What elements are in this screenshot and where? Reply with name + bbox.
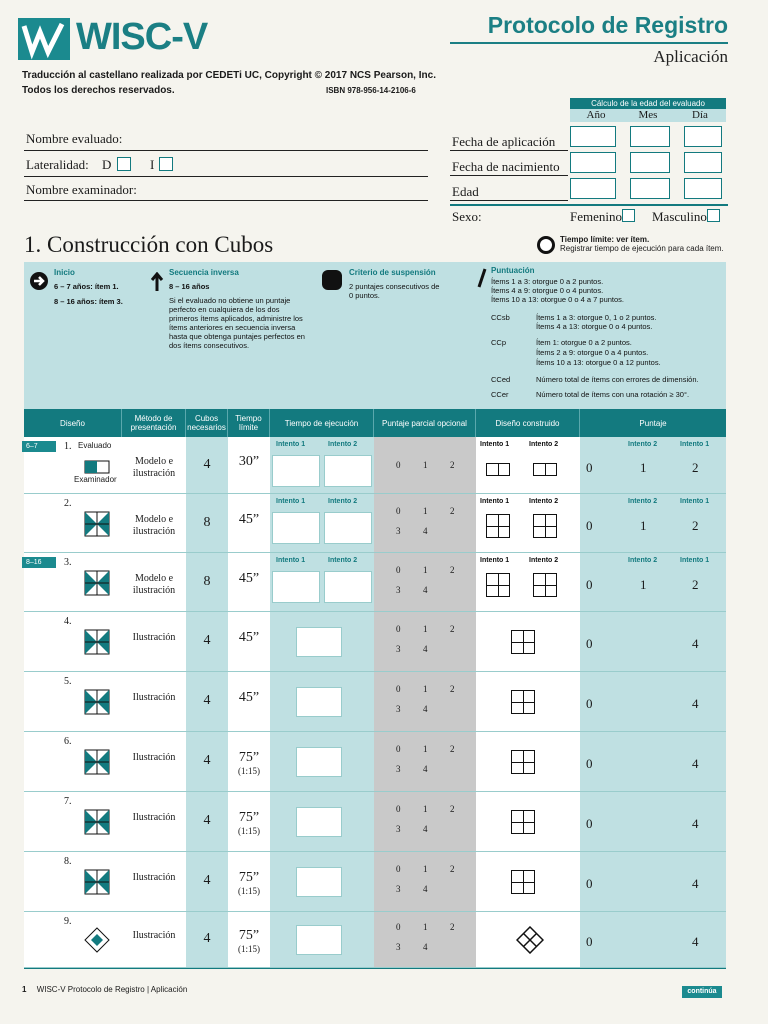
secuencia-heading: Secuencia inversa — [169, 268, 239, 277]
age-col-day: Día — [674, 109, 726, 122]
item-number: 9. — [64, 916, 72, 927]
ccer-text: Número total de ítems con una rotación ≥ 30°. — [536, 390, 690, 399]
table-row — [24, 612, 726, 672]
cubos-value: 8 — [203, 574, 211, 589]
ejec-box[interactable] — [296, 747, 342, 777]
edad-label: Edad — [452, 184, 479, 199]
secuencia-text: Si el evaluado no obtiene un puntaje perfecto en cualquiera de los dos primeros ítems aplicados, administre los ítems anteriores en secuencia inversa hasta que obtenga puntajes perfectos en dos ítems consecutivos. — [169, 296, 305, 350]
metodo-text: Modelo e ilustración — [132, 573, 176, 596]
puntaje-option-max[interactable]: 4 — [692, 876, 699, 891]
aplicacion-day-box[interactable] — [684, 126, 722, 147]
cubos-value: 4 — [203, 633, 211, 648]
parcial-cell — [374, 553, 476, 611]
diseno-grid[interactable] — [511, 870, 535, 894]
tiempo-value: 45” — [238, 690, 260, 705]
edad-day-box[interactable] — [684, 178, 722, 199]
femenino-checkbox[interactable] — [622, 209, 635, 222]
puntaje-option-max[interactable]: 4 — [692, 816, 699, 831]
parcial-option[interactable]: 0 — [396, 804, 401, 814]
table-row — [24, 732, 726, 792]
parcial-option[interactable]: 2 — [450, 565, 455, 575]
cubos-value: 8 — [203, 515, 211, 530]
puntaje-option-0[interactable]: 0 — [586, 756, 593, 771]
puntuacion-heading: Puntuación — [491, 266, 535, 275]
design-pattern-icon — [84, 927, 110, 953]
nombre-evaluado-line[interactable] — [24, 150, 428, 151]
parcial-option[interactable]: 1 — [423, 624, 428, 634]
ejec-intento1-box[interactable] — [272, 512, 320, 544]
th-diseno-construido: Diseño construido — [476, 409, 580, 437]
inicio-line-1: 6 – 7 años: ítem 1. — [54, 282, 119, 291]
edad-year-box[interactable] — [570, 178, 616, 199]
design-pattern-icon — [84, 809, 110, 835]
stop-hand-icon — [322, 270, 342, 290]
secuencia-age: 8 – 16 años — [169, 282, 210, 291]
page-title: Protocolo de Registro — [487, 12, 728, 38]
nombre-examinador-label: Nombre examinador: — [26, 182, 137, 197]
masculino-checkbox[interactable] — [707, 209, 720, 222]
tiempo-value: 45” — [238, 571, 260, 586]
th-metodo: Método de presentación — [122, 409, 186, 437]
parcial-option[interactable]: 2 — [450, 684, 455, 694]
rights-text: Todos los derechos reservados. — [22, 85, 175, 96]
diseno-intento1-grid[interactable] — [486, 573, 510, 597]
ejec-box[interactable] — [296, 807, 342, 837]
parcial-option[interactable]: 4 — [423, 884, 428, 894]
item-number: 5. — [64, 676, 72, 687]
table-row — [24, 792, 726, 852]
parcial-option[interactable]: 4 — [423, 704, 428, 714]
puntaje-intento1-label: Intento 1 — [680, 441, 710, 448]
parcial-option[interactable]: 0 — [396, 460, 401, 470]
puntaje-option-1[interactable]: 1 — [640, 577, 647, 592]
time-limit-text: Tiempo límite: ver ítem. — [560, 235, 650, 244]
puntaje-option-0[interactable]: 0 — [586, 816, 593, 831]
table-row — [24, 852, 726, 912]
parcial-cell — [374, 792, 476, 851]
sexo-label: Sexo: — [452, 209, 482, 224]
parcial-cell — [374, 912, 476, 967]
ccsb-line-1: Ítems 1 a 3: otorgue 0, 1 o 2 puntos. — [536, 313, 657, 322]
wisc-logo — [18, 16, 258, 62]
logo-text: WISC-V — [76, 16, 208, 58]
puntaje-option-0[interactable]: 0 — [586, 460, 593, 475]
design-pattern-icon — [84, 629, 110, 655]
diseno-grid[interactable] — [511, 690, 535, 714]
puntaje-option-0[interactable]: 0 — [586, 577, 593, 592]
criterio-heading: Criterio de suspensión — [349, 268, 436, 277]
puntaje-intento2-label: Intento 2 — [628, 557, 658, 564]
diseno-intento1-grid[interactable] — [486, 514, 510, 538]
parcial-option[interactable]: 4 — [423, 644, 428, 654]
cubos-value: 4 — [203, 457, 211, 472]
start-age-tag: 6–7 — [22, 441, 56, 452]
parcial-option[interactable]: 2 — [450, 804, 455, 814]
tiempo-minutes: (1:15) — [238, 766, 260, 776]
parcial-option[interactable]: 2 — [450, 624, 455, 634]
nacimiento-month-box[interactable] — [630, 152, 670, 173]
tiempo-value: 75” — [238, 870, 260, 885]
diseno-intento2-grid[interactable] — [533, 573, 557, 597]
parcial-cell — [374, 852, 476, 911]
footer — [22, 985, 187, 994]
puntuacion-line-2: Ítems 4 a 9: otorgue 0 o 4 puntos. — [491, 286, 604, 295]
nacimiento-day-box[interactable] — [684, 152, 722, 173]
age-divider — [450, 204, 728, 206]
ejec-intento2-label: Intento 2 — [328, 557, 358, 564]
lat-d-checkbox[interactable] — [117, 157, 131, 171]
diseno-intento1-grid[interactable] — [486, 463, 510, 476]
parcial-option[interactable]: 4 — [423, 942, 428, 952]
cubos-value: 4 — [203, 753, 211, 768]
reverse-arrow-icon — [149, 272, 165, 292]
design-pattern-icon — [84, 749, 110, 775]
table-header — [24, 409, 726, 437]
isbn-text: ISBN 978-956-14-2106-6 — [326, 86, 416, 95]
parcial-option[interactable]: 4 — [423, 585, 428, 595]
diseno-intento1-label: Intento 1 — [480, 557, 510, 564]
table-row — [24, 553, 726, 612]
lateralidad-label: Lateralidad: — [26, 157, 89, 172]
puntaje-option-0[interactable]: 0 — [586, 696, 593, 711]
diseno-intento1-label: Intento 1 — [480, 498, 510, 505]
metodo-text: Modelo e ilustración — [132, 514, 176, 537]
tiempo-minutes: (1:15) — [238, 886, 260, 896]
femenino-label: Femenino — [570, 209, 622, 224]
diseno-grid[interactable] — [511, 630, 535, 654]
parcial-option[interactable]: 4 — [423, 824, 428, 834]
inicio-heading: Inicio — [54, 268, 75, 277]
puntuacion-line-1: Ítems 1 a 3: otorgue 0 a 2 puntos. — [491, 277, 604, 286]
diseno-intento2-label: Intento 2 — [529, 557, 559, 564]
ejec-intento2-label: Intento 2 — [328, 498, 358, 505]
puntaje-option-max[interactable]: 2 — [692, 577, 699, 592]
aplicacion-month-box[interactable] — [630, 126, 670, 147]
parcial-option[interactable]: 1 — [423, 460, 428, 470]
th-tiempo: Tiempo límite — [228, 409, 270, 437]
puntaje-option-0[interactable]: 0 — [586, 636, 593, 651]
parcial-cell — [374, 612, 476, 671]
parcial-cell — [374, 494, 476, 552]
puntaje-option-max[interactable]: 4 — [692, 934, 699, 949]
tiempo-value: 75” — [238, 810, 260, 825]
puntaje-cell — [580, 612, 726, 671]
tiempo-minutes: (1:15) — [238, 944, 260, 954]
parcial-option[interactable]: 1 — [423, 565, 428, 575]
stopwatch-icon — [537, 236, 555, 254]
parcial-cell — [374, 672, 476, 731]
parcial-option[interactable]: 0 — [396, 744, 401, 754]
metodo-text: Ilustración — [132, 632, 176, 643]
parcial-option[interactable]: 0 — [396, 624, 401, 634]
th-cubos: Cubos necesarios — [186, 409, 228, 437]
time-note-text: Registrar tiempo de ejecución para cada ítem. — [560, 244, 724, 253]
fecha-nacimiento-line — [450, 175, 568, 176]
start-age-tag: 8–16 — [22, 557, 56, 568]
item-number: 4. — [64, 616, 72, 627]
parcial-option[interactable]: 3 — [396, 526, 401, 536]
puntaje-option-max[interactable]: 2 — [692, 518, 699, 533]
ccsb-line-2: Ítems 4 a 13: otorgue 0 o 4 puntos. — [536, 322, 653, 331]
cubos-value: 4 — [203, 873, 211, 888]
ejec-intento1-box[interactable] — [272, 455, 320, 487]
bottom-divider — [24, 968, 726, 969]
ejec-box[interactable] — [296, 687, 342, 717]
parcial-option[interactable]: 0 — [396, 565, 401, 575]
design-pattern-icon — [84, 689, 110, 715]
puntaje-cell — [580, 912, 726, 967]
design-pattern-icon — [84, 511, 110, 537]
tiempo-value: 75” — [238, 750, 260, 765]
design-pattern-icon — [84, 453, 110, 479]
diseno-intento2-label: Intento 2 — [529, 498, 559, 505]
cubos-value: 4 — [203, 931, 211, 946]
ejec-box[interactable] — [296, 925, 342, 955]
ejec-intento1-label: Intento 1 — [276, 441, 306, 448]
puntaje-cell — [580, 672, 726, 731]
nombre-examinador-line[interactable] — [24, 200, 428, 201]
parcial-option[interactable]: 2 — [450, 744, 455, 754]
parcial-option[interactable]: 3 — [396, 704, 401, 714]
instructions-panel — [24, 262, 726, 410]
tiempo-minutes: (1:15) — [238, 826, 260, 836]
puntaje-cell — [580, 792, 726, 851]
diseno-grid[interactable] — [511, 810, 535, 834]
lat-d-label: D — [102, 157, 112, 172]
ejec-intento2-box[interactable] — [324, 455, 372, 487]
ejec-intento1-box[interactable] — [272, 571, 320, 603]
th-parcial: Puntaje parcial opcional — [374, 409, 476, 437]
ejec-box[interactable] — [296, 627, 342, 657]
parcial-option[interactable]: 2 — [450, 460, 455, 470]
item-number: 3. — [64, 557, 72, 568]
evaluado-label: Evaluado — [78, 441, 112, 450]
puntuacion-line-3: Ítems 10 a 13: otorgue 0 o 4 a 7 puntos. — [491, 295, 625, 304]
parcial-option[interactable]: 4 — [423, 526, 428, 536]
metodo-text: Modelo e ilustración — [132, 456, 176, 479]
pencil-icon — [476, 268, 488, 290]
footer-text: WISC-V Protocolo de Registro | Aplicación — [36, 985, 188, 994]
metodo-text: Ilustración — [132, 692, 176, 703]
ccer-label: CCer — [491, 390, 509, 399]
design-pattern-icon — [84, 570, 110, 596]
tiempo-value: 30” — [238, 454, 260, 469]
metodo-text: Ilustración — [132, 872, 176, 883]
item-number: 2. — [64, 498, 72, 509]
parcial-option[interactable]: 3 — [396, 764, 401, 774]
tiempo-value: 45” — [238, 630, 260, 645]
parcial-option[interactable]: 2 — [450, 922, 455, 932]
ejec-intento1-label: Intento 1 — [276, 557, 306, 564]
parcial-option[interactable]: 0 — [396, 922, 401, 932]
puntaje-intento2-label: Intento 2 — [628, 441, 658, 448]
logo-mark-icon — [18, 18, 70, 60]
nombre-evaluado-label: Nombre evaluado: — [26, 131, 123, 146]
parcial-option[interactable]: 1 — [423, 506, 428, 516]
time-limit-info — [560, 235, 724, 253]
item-number: 1. — [64, 441, 72, 452]
ccsb-label: CCsb — [491, 313, 510, 322]
puntaje-intento1-label: Intento 1 — [680, 557, 710, 564]
metodo-text: Ilustración — [132, 812, 176, 823]
metodo-text: Ilustración — [132, 752, 176, 763]
start-arrow-icon — [30, 272, 48, 290]
item-number: 8. — [64, 856, 72, 867]
age-calc-header: Cálculo de la edad del evaluado — [570, 98, 726, 109]
parcial-option[interactable]: 3 — [396, 585, 401, 595]
masculino-label: Masculino — [652, 209, 707, 224]
ejec-intento1-label: Intento 1 — [276, 498, 306, 505]
lateralidad-line — [24, 176, 428, 177]
tiempo-value: 45” — [238, 512, 260, 527]
diseno-intento2-grid[interactable] — [533, 463, 557, 476]
ejec-box[interactable] — [296, 867, 342, 897]
section-title: 1. Construcción con Cubos — [24, 232, 274, 257]
puntaje-option-0[interactable]: 0 — [586, 518, 593, 533]
parcial-option[interactable]: 0 — [396, 684, 401, 694]
table-row — [24, 912, 726, 968]
cubos-value: 4 — [203, 693, 211, 708]
lat-i-checkbox[interactable] — [159, 157, 173, 171]
continua-button[interactable]: continúa — [682, 986, 722, 998]
title-divider — [450, 42, 728, 44]
cubos-value: 4 — [203, 813, 211, 828]
parcial-option[interactable]: 2 — [450, 864, 455, 874]
parcial-option[interactable]: 1 — [423, 804, 428, 814]
ccp-label: CCp — [491, 338, 507, 347]
diseno-grid[interactable] — [511, 750, 535, 774]
item-number: 6. — [64, 736, 72, 747]
item-number: 7. — [64, 796, 72, 807]
table-row — [24, 672, 726, 732]
examinador-label: Examinador — [74, 475, 117, 484]
edad-month-box[interactable] — [630, 178, 670, 199]
footer-page-number: 1 — [22, 985, 27, 994]
parcial-option[interactable]: 3 — [396, 824, 401, 834]
ccp-line-2: Ítems 2 a 9: otorgue 0 a 4 puntos. — [536, 348, 649, 357]
puntaje-option-max[interactable]: 4 — [692, 636, 699, 651]
parcial-option[interactable]: 3 — [396, 644, 401, 654]
ejec-intento2-box[interactable] — [324, 512, 372, 544]
metodo-text: Ilustración — [132, 930, 176, 941]
diseno-intento1-label: Intento 1 — [480, 441, 510, 448]
ejec-intento2-box[interactable] — [324, 571, 372, 603]
table-row — [24, 437, 726, 494]
puntaje-intento1-label: Intento 1 — [680, 498, 710, 505]
parcial-option[interactable]: 4 — [423, 764, 428, 774]
puntaje-intento2-label: Intento 2 — [628, 498, 658, 505]
puntaje-option-0[interactable]: 0 — [586, 876, 593, 891]
parcial-option[interactable]: 0 — [396, 506, 401, 516]
puntaje-option-0[interactable]: 0 — [586, 934, 593, 949]
ccp-line-3: Ítems 10 a 13: otorgue 0 a 12 puntos. — [536, 358, 661, 367]
parcial-option[interactable]: 0 — [396, 864, 401, 874]
aplicacion-year-box[interactable] — [570, 126, 616, 147]
parcial-option[interactable]: 3 — [396, 884, 401, 894]
th-diseno: Diseño — [24, 409, 122, 437]
ejec-intento2-label: Intento 2 — [328, 441, 358, 448]
ccp-line-1: Ítem 1: otorgue 0 a 2 puntos. — [536, 338, 632, 347]
parcial-option[interactable]: 3 — [396, 942, 401, 952]
nacimiento-year-box[interactable] — [570, 152, 616, 173]
parcial-option[interactable]: 1 — [423, 744, 428, 754]
diseno-intento2-label: Intento 2 — [529, 441, 559, 448]
cced-label: CCed — [491, 375, 511, 384]
fecha-aplicacion-line — [450, 150, 568, 151]
page-subtitle: Aplicación — [653, 47, 728, 66]
parcial-option[interactable]: 2 — [450, 506, 455, 516]
parcial-option[interactable]: 1 — [423, 922, 428, 932]
tiempo-value: 75” — [238, 928, 260, 943]
edad-line — [450, 200, 568, 201]
lat-i-label: I — [150, 157, 155, 172]
age-col-month: Mes — [622, 109, 674, 122]
inicio-line-2: 8 – 16 años: ítem 3. — [54, 297, 123, 306]
design-pattern-icon — [84, 869, 110, 895]
criterio-text: 2 puntajes consecutivos de 0 puntos. — [349, 282, 440, 300]
cced-text: Número total de ítems con errores de dimensión. — [536, 375, 699, 384]
parcial-option[interactable]: 1 — [423, 684, 428, 694]
puntaje-option-1[interactable]: 1 — [640, 460, 647, 475]
fecha-nacimiento-label: Fecha de nacimiento — [452, 159, 560, 174]
puntaje-option-max[interactable]: 4 — [692, 756, 699, 771]
parcial-cell — [374, 732, 476, 791]
puntaje-option-max[interactable]: 4 — [692, 696, 699, 711]
fecha-aplicacion-label: Fecha de aplicación — [452, 134, 556, 149]
th-puntaje: Puntaje — [639, 418, 667, 428]
age-col-year: Año — [570, 109, 622, 122]
puntaje-cell — [580, 732, 726, 791]
th-ejecucion: Tiempo de ejecución — [270, 409, 374, 437]
diseno-intento2-grid[interactable] — [533, 514, 557, 538]
diseno-diamond-grid[interactable] — [516, 926, 544, 959]
copyright-text: Traducción al castellano realizada por CEDETi UC, Copyright © 2017 NCS Pearson, Inc. — [22, 70, 436, 81]
parcial-option[interactable]: 1 — [423, 864, 428, 874]
table-row — [24, 494, 726, 553]
puntaje-option-max[interactable]: 2 — [692, 460, 699, 475]
puntaje-option-1[interactable]: 1 — [640, 518, 647, 533]
puntaje-cell — [580, 852, 726, 911]
